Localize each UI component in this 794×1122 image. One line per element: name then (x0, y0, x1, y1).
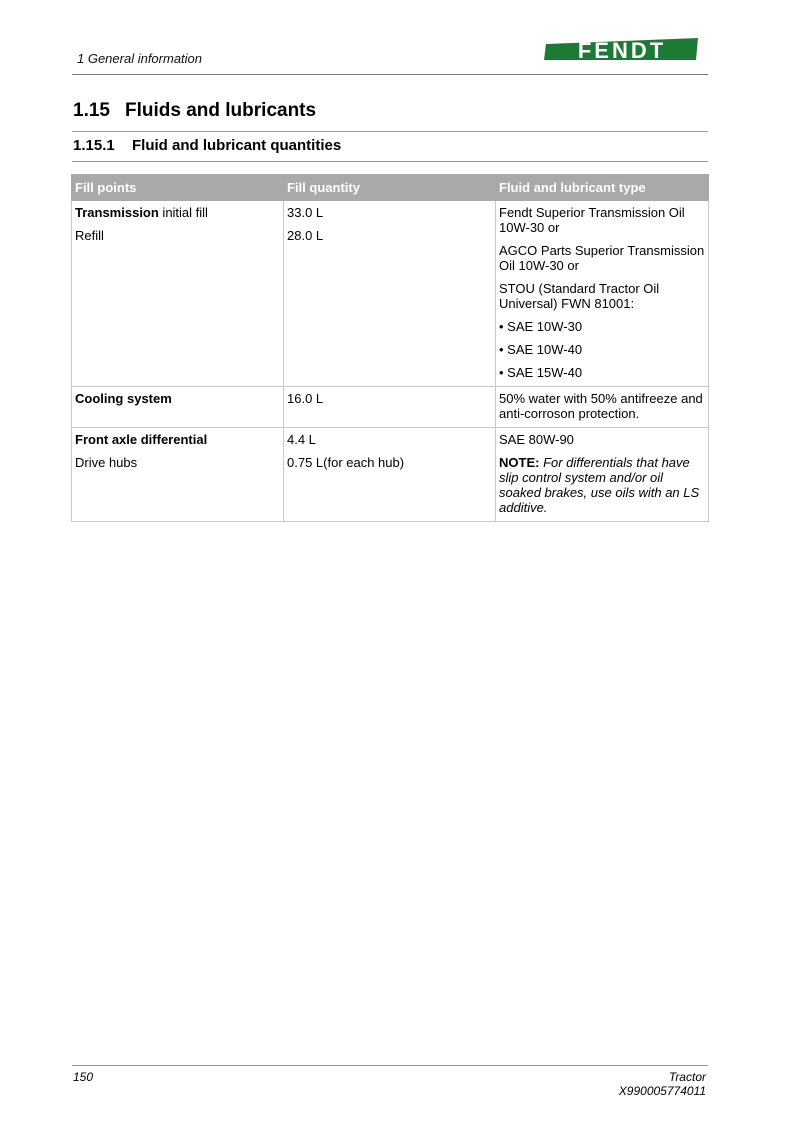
fluid-type-cell (496, 428, 709, 522)
fluid-type-line: AGCO Parts Superior Transmission Oil 10W-30 or (499, 243, 705, 273)
fill-quantity: 0.75 L(for each hub) (287, 455, 405, 470)
fluid-type-bullet: • SAE 10W-30 (499, 319, 583, 334)
fill-point-qualifier: initial fill (158, 205, 208, 220)
fill-point-name: Front axle differential (75, 432, 208, 447)
fill-points-cell (72, 387, 284, 428)
subsection-rule (72, 161, 708, 162)
table-row-cooling (72, 387, 709, 428)
table-row-axle (72, 428, 709, 522)
fill-point (75, 391, 280, 406)
fluids-table (71, 174, 709, 522)
table-header-row (72, 175, 709, 201)
fill-quantity: 33.0 L (287, 205, 324, 220)
fluid-type-line: STOU (Standard Tractor Oil Universal) FWN 81001: (499, 281, 660, 311)
column-header-fill-quantity: Fill quantity (284, 175, 496, 201)
section-number: 1.15 (73, 100, 110, 121)
footer-rule (72, 1065, 708, 1066)
fill-points-cell (72, 428, 284, 522)
page-number: 150 (73, 1070, 94, 1084)
fill-point-qualifier: Refill (75, 228, 104, 243)
fill-point-name: Cooling system (75, 391, 172, 406)
fill-points-cell (72, 201, 284, 387)
fluid-type-bullet: • SAE 10W-40 (499, 342, 583, 357)
subsection-number: 1.15.1 (73, 137, 115, 154)
table-row-transmission (72, 201, 709, 387)
fill-quantity-cell (284, 428, 496, 522)
fill-quantity-cell (284, 387, 496, 428)
note-text: For differentials that have slip control system and/or oil soaked brakes, use oils with an LS additive. (499, 455, 700, 515)
fill-point (75, 432, 280, 447)
footer-product: Tractor (668, 1070, 706, 1084)
fill-point (75, 455, 280, 470)
fluid-type-line: 50% water with 50% antifreeze and anti-corroson protection. (499, 391, 703, 421)
subsection-title: Fluid and lubricant quantities (132, 137, 342, 154)
fluid-type-line: SAE 80W-90 (499, 432, 574, 447)
fill-quantity: 16.0 L (287, 391, 324, 406)
fill-quantity: 28.0 L (287, 228, 324, 243)
footer-document-info (619, 1070, 706, 1098)
header-rule (72, 74, 708, 75)
fill-point-name: Transmission (75, 205, 159, 220)
fendt-logo-mark (544, 38, 698, 63)
fill-quantity-cell (284, 201, 496, 387)
note-label: NOTE: (499, 455, 540, 470)
fendt-logo (543, 34, 701, 64)
fill-point (75, 205, 280, 220)
running-header-section: 1 General information (77, 51, 203, 66)
fluid-type-cell (496, 387, 709, 428)
logo-text: FENDT (577, 38, 667, 63)
fluid-type-bullet: • SAE 15W-40 (499, 365, 583, 380)
fluid-type-line: Fendt Superior Transmission Oil 10W-30 or (499, 205, 685, 235)
note (499, 455, 705, 515)
fill-point-qualifier: Drive hubs (75, 455, 138, 470)
column-header-fill-points: Fill points (72, 175, 284, 201)
section-rule (72, 131, 708, 132)
column-header-fluid-type: Fluid and lubricant type (496, 175, 709, 201)
subsection-heading (73, 137, 341, 154)
fluid-type-cell (496, 201, 709, 387)
fill-quantity: 4.4 L (287, 432, 316, 447)
section-title: Fluids and lubricants (125, 100, 317, 121)
fill-point (75, 228, 280, 243)
section-heading (73, 100, 316, 122)
footer-doc-number: X990005774011 (618, 1084, 706, 1098)
